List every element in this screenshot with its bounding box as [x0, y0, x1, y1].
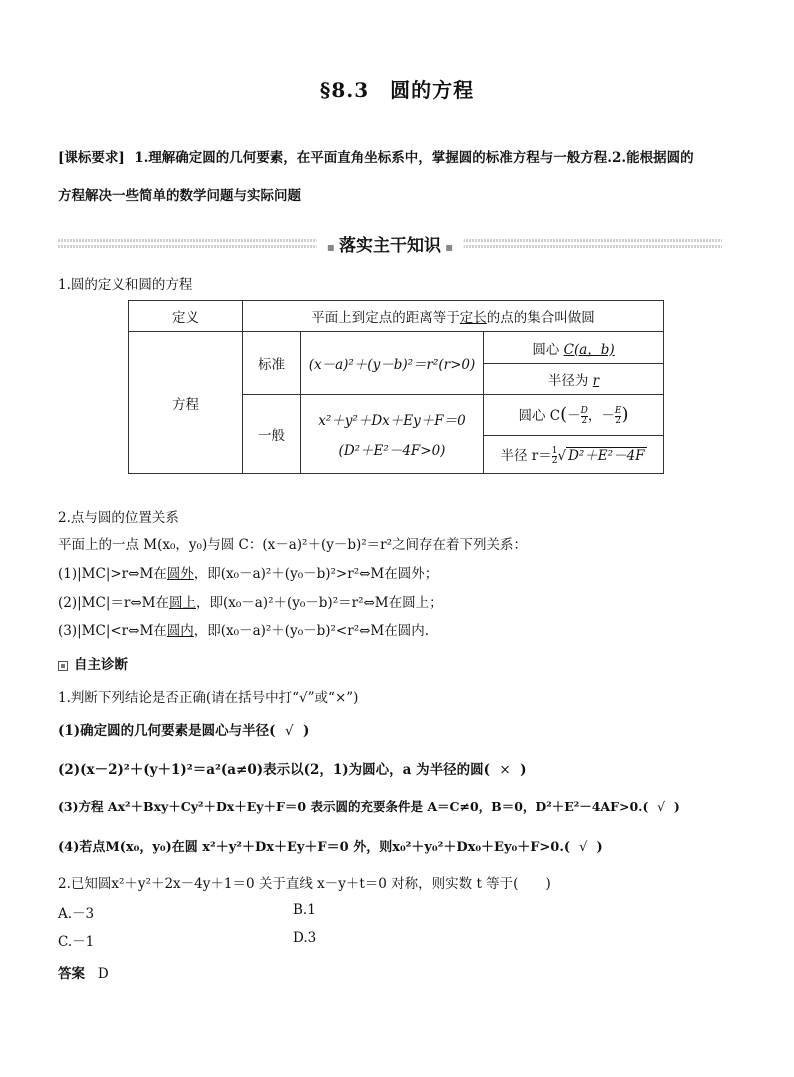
q1-item-3: (3)方程 Ax²＋Bxy＋Cy²＋Dx＋Ey＋F＝0 表示圆的充要条件是 A＝C≠0，B＝0，D²＋E²－4AF>0.( √ )	[58, 799, 680, 814]
gen-equation-cell	[301, 395, 484, 474]
item1-heading: 1.圆的定义和圆的方程	[58, 277, 193, 293]
q2-option-b: B.1	[293, 902, 316, 918]
std-equation: (x－a)²＋(y－b)²＝r²(r>0)	[301, 332, 484, 395]
requirements-line-1	[58, 146, 748, 166]
gen-radius: 半径 r＝ $\frac{1}{2}$ √ D²＋E²－4F	[484, 436, 664, 474]
answer	[58, 962, 109, 982]
page-title: §8.3 圆的方程	[319, 78, 475, 102]
gen-label: 一般	[243, 395, 301, 474]
q1-stem: 1.判断下列结论是否正确(请在括号中打“√”或“×”)	[58, 690, 359, 706]
q2-option-c: C.－1	[58, 934, 95, 950]
eq-label: 方程	[129, 332, 243, 474]
item2-case-1: (1)|MC|>r⇔M在圆外，即(x₀－a)²＋(y₀－b)²>r²⇔M在圆外；	[58, 566, 439, 582]
q2-stem: 2.已知圆x²＋y²＋2x－4y＋1＝0 关于直线 x－y＋t＝0 对称，则实数 t 等于( )	[58, 876, 551, 892]
std-radius: 半径为 r	[484, 364, 664, 395]
section-title: 落实主干知识	[339, 236, 441, 256]
item2-intro: 平面上的一点 M(x₀，y₀)与圆 C：(x－a)²＋(y－b)²＝r²之间存在着下列关系：	[58, 537, 528, 553]
q1-item-2: (2)(x－2)²＋(y＋1)²＝a²(a≠0)表示以(2，1)为圆心，a 为半径的圆( × )	[58, 762, 527, 778]
diagnosis-icon	[58, 661, 68, 671]
q2-option-a: A.－3	[58, 906, 95, 922]
q1-item-1: (1)确定圆的几何要素是圆心与半径( √ )	[58, 723, 310, 739]
gen-condition: (D²＋E²－4F>0)	[338, 443, 446, 459]
circle-equation-table	[128, 300, 664, 474]
section-header: ▪ 落实主干知识 ▪	[58, 231, 722, 255]
def-text: 平面上到定点的距离等于定长的点的集合叫做圆	[243, 301, 664, 332]
requirements-text-2: 方程解决一些简单的数学问题与实际问题	[58, 188, 301, 204]
item2-case-2: (2)|MC|＝r⇔M在圆上，即(x₀－a)²＋(y₀－b)²＝r²⇔M在圆上；	[58, 595, 443, 611]
requirements-label: [课标要求]	[58, 150, 125, 166]
gen-center: 圆心 C(－ $\frac{D}{2}$ ，－ $\frac{E}{2}$ )	[484, 395, 664, 436]
std-label: 标准	[243, 332, 301, 395]
item2-case-3: (3)|MC|<r⇔M在圆内，即(x₀－a)²＋(y₀－b)²<r²⇔M在圆内.	[58, 623, 430, 639]
item2-heading: 2.点与圆的位置关系	[58, 510, 179, 526]
diagnosis-label: 自主诊断	[74, 657, 128, 673]
requirements-text-1: 1.理解确定圆的几何要素，在平面直角坐标系中，掌握圆的标准方程与一般方程.2.能根据圆的	[134, 150, 694, 166]
q2-option-d: D.3	[293, 930, 317, 946]
std-center: 圆心 C(a，b)	[484, 332, 664, 364]
answer-label: 答案	[58, 966, 85, 982]
answer-value: D	[97, 966, 109, 982]
def-label: 定义	[129, 301, 243, 332]
q1-item-4: (4)若点M(x₀，y₀)在圆 x²＋y²＋Dx＋Ey＋F＝0 外，则x₀²＋y₀²＋Dx₀＋Ey₀＋F>0.( √ )	[58, 840, 603, 855]
gen-equation: x²＋y²＋Dx＋Ey＋F＝0	[318, 413, 466, 429]
diagnosis-header	[58, 653, 128, 673]
